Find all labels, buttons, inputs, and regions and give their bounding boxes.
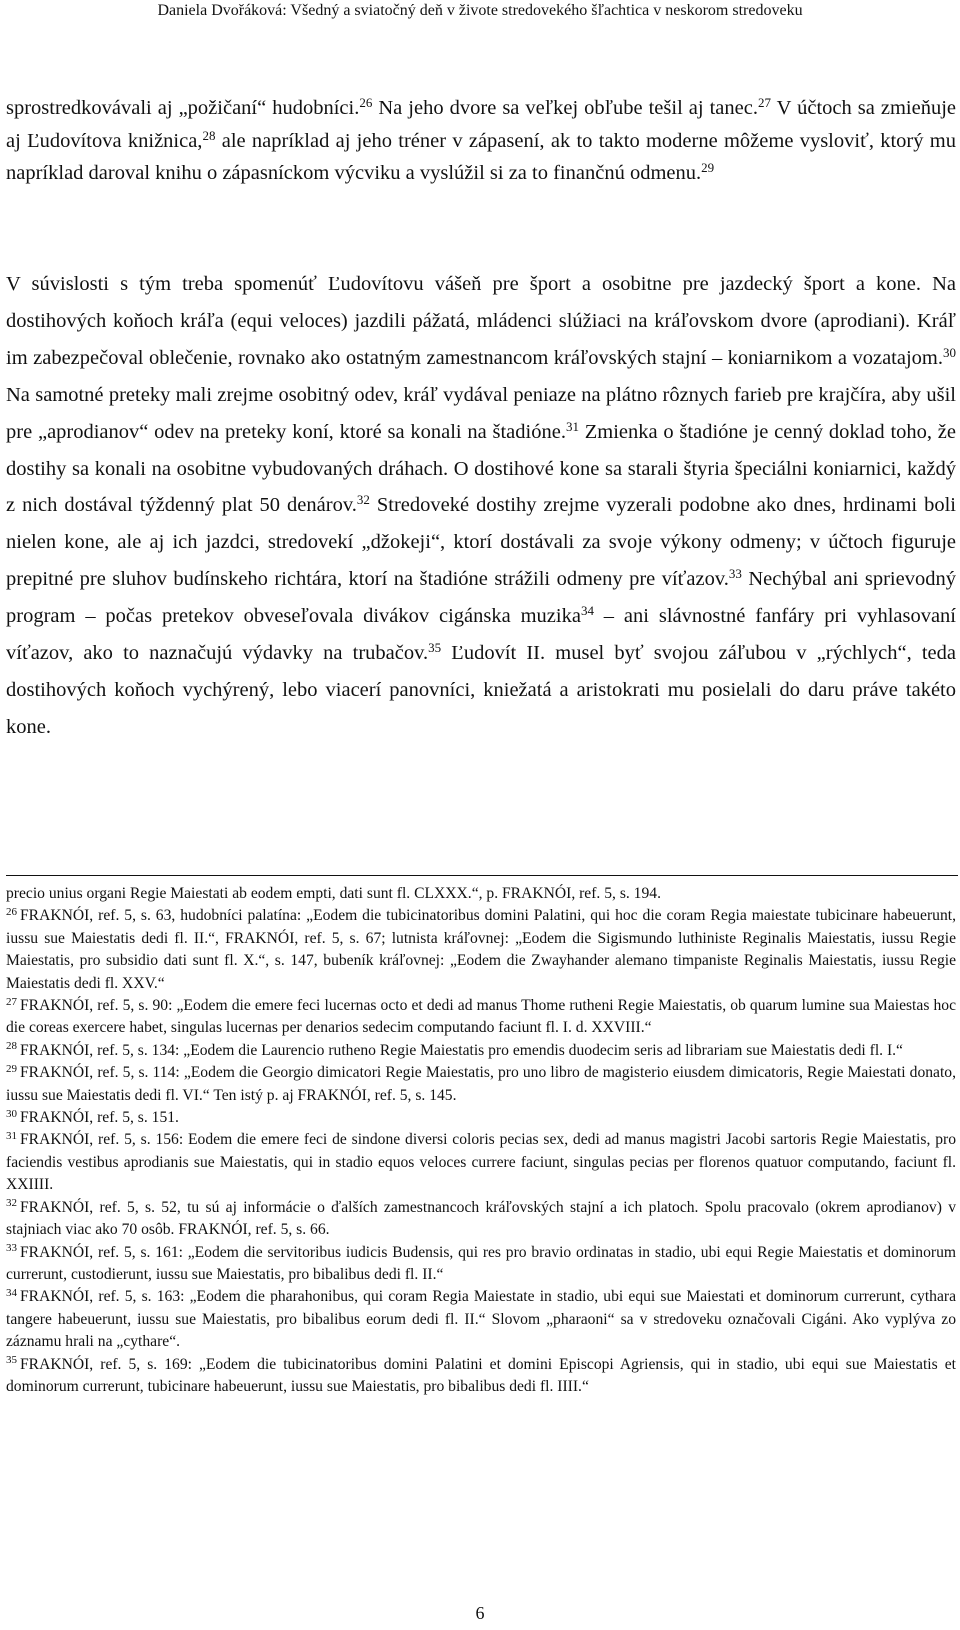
footnote-number: 28	[6, 1040, 17, 1053]
footnote-text: FRAKNÓI, ref. 5, s. 134: „Eodem die Laurencio rutheno Regie Maiestatis pro emendis duodecim seris ad librariam sue Maiestatis dedi fl. I.“	[20, 1041, 903, 1059]
footnote-separator	[6, 875, 958, 876]
footnote-number: 34	[6, 1286, 17, 1299]
footnote-number: 30	[6, 1107, 17, 1120]
footnote-number: 31	[6, 1129, 17, 1142]
footnote-text: FRAKNÓI, ref. 5, s. 90: „Eodem die emere feci lucernas octo et dedi ad manus Thome rutheni Regie Maiestatis, ob quarum lumine sua Maiestas hoc die coreas exercere habet, singulas lucernas per denarios sedecim computando faciunt fl. I. d. XXVIII.“	[6, 997, 956, 1037]
footnote-27	[6, 995, 956, 1040]
footnote-ref-26[interactable]: 26	[359, 94, 373, 110]
footnote-number: 33	[6, 1242, 17, 1254]
footnote-number: 29	[6, 1062, 17, 1075]
footnote-28	[6, 1040, 956, 1062]
footnote-text: FRAKNÓI, ref. 5, s. 52, tu sú aj informácie o ďalších zamestnancoch kráľovských stajní a ich platoch. Spolu pracovalo (okrem aprodianov) v stajniach viac ako 70 osôb. FRAKNÓI, ref. 5, s. 66.	[6, 1198, 956, 1239]
footnote-26	[6, 905, 956, 995]
footnote-text: FRAKNÓI, ref. 5, s. 63, hudobníci palatína: „Eodem die tubicinatoribus domini Palatini, qui hoc die coram Regia maiestate tubicinare habeuerunt, iussu sue Maiestatis dedi fl. II.“, FRAKNÓI, ref. 5, s. 67; lutnista kráľovnej: „Eodem die Sigismundo luthiniste Reginalis Maiestatis, iussu Regie Maiestatis, pro subsidio dati sunt fl. X.“, s. 147, bubeník kráľovnej: „Eodem die Zwayhander alemano timpaniste Reginalis Maiestatis, iussu Regie Maiestatis dedi fl. XXV.“	[6, 907, 956, 992]
text-segment: Stredoveké dostihy zrejme vyzerali podobne ako dnes, hrdinami boli nielen kone, ale aj ich jazdci, stredovekí „džokeji“, ktorí dostávali za svoje výkony odmeny; v účtoch figuruje prepitné pre sluhov budínskeho richtára, ktorí na štadióne strážili odmeny pre víťazov.	[6, 494, 956, 591]
text-segment: Na samotné preteky mali zrejme osobitný odev, kráľ vydával peniaze na plátno rôznych farieb pre krajčíra, aby ušil pre „aprodianov“ odev na preteky koní, ktoré sa konali na štadióne.	[6, 383, 956, 443]
footnote-ref-28[interactable]: 28	[202, 127, 216, 143]
text-segment: sprostredkovávali aj „požičaní“ hudobníci.	[6, 97, 360, 119]
text-segment: Ľudovít II. musel byť svojou záľubou v „rýchlych“, teda dostihových koňoch vychýrený, lebo viacerí panovníci, kniežatá a aristokrati mu posielali do daru práve takéto kone.	[6, 642, 956, 738]
footnote-continuation: precio unius organi Regie Maiestati ab eodem empti, dati sunt fl. CLXXX.“, p. FRAKNÓI, ref. 5, s. 194.	[6, 885, 661, 902]
text-segment: – ani slávnostné fanfáry pri vyhlasovaní víťazov, ako to naznačujú výdavky na trubačov.	[6, 605, 957, 665]
footnote-text: FRAKNÓI, ref. 5, s. 151.	[20, 1109, 179, 1127]
footnote-text: FRAKNÓI, ref. 5, s. 114: „Eodem die Georgio dimicatori Regie Maiestatis, pro uno libro de magisterio eiusdem dimicatoris, Regie Maiestati donato, iussu sue Maiestatis dedi fl. VI.“ Ten istý p. aj FRAKNÓI, ref. 5, s. 145.	[6, 1064, 956, 1104]
footnote-32	[6, 1197, 956, 1242]
footnote-33	[6, 1242, 956, 1287]
footnote-30	[6, 1107, 956, 1129]
page-number: 6	[475, 1603, 485, 1623]
body-paragraph-1	[6, 92, 956, 190]
footnote-number: 26	[6, 905, 17, 918]
footnote-number: 35	[6, 1354, 17, 1367]
footnote-ref-31[interactable]: 31	[565, 418, 579, 434]
footnote-31	[6, 1129, 956, 1196]
footnote-number: 27	[6, 995, 17, 1008]
footnote-ref-33[interactable]: 33	[728, 566, 742, 582]
paragraph-text	[6, 266, 956, 746]
text-segment: ale napríklad aj jeho tréner v zápasení, ak to takto moderne môžeme vysloviť, ktorý mu napríklad daroval knihu o zápasníckom výcviku a vyslúžil si za to finančnú odmenu.	[6, 129, 956, 184]
footnote-ref-34[interactable]: 34	[580, 603, 594, 619]
footnote-text: FRAKNÓI, ref. 5, s. 163: „Eodem die pharahonibus, qui coram Regia Maiestate in stadio, ubi equi sue Maiestati et dominorum currerunt, cythara tangere habeuerunt, iussu sue Maiestatis, pro bibalibus eorum dedi fl. II.“ Slovom „pharaoni“ sa v stredoveku označovali Cigáni. Ako vyplýva zo záznamu hrali na „cythare“.	[6, 1288, 956, 1351]
footnote-text: FRAKNÓI, ref. 5, s. 156: Eodem die emere feci de sindone diversi coloris pecias sex, dedi ad manus magistri Jacobi sartoris Regie Maiestatis, pro faciendis vestibus aprodianis sue Maiestatis, qui in stadio equos veloces currere faciunt, singulas pecias per florenos quatuor computando, faciunt fl. XXIIII.	[6, 1131, 956, 1194]
footnote-number: 32	[6, 1197, 17, 1210]
footnote-ref-27[interactable]: 27	[757, 94, 771, 110]
text-segment: Na jeho dvore sa veľkej obľube tešil aj tanec.	[372, 97, 758, 119]
text-segment: V účtoch sa zmieňuje aj Ľudovítova knižnica,	[6, 97, 956, 152]
footnote-ref-35[interactable]: 35	[428, 639, 442, 655]
footnote-ref-29[interactable]: 29	[701, 159, 715, 175]
footnote-ref-32[interactable]: 32	[356, 492, 370, 508]
running-header: Daniela Dvořáková: Všedný a sviatočný deň v živote stredovekého šľachtica v neskorom stredoveku	[157, 2, 803, 19]
footnote-35	[6, 1354, 956, 1399]
footnotes-section	[6, 883, 956, 1398]
footnote-34	[6, 1286, 956, 1353]
footnote-text: FRAKNÓI, ref. 5, s. 169: „Eodem die tubicinatoribus domini Palatini et domini Episcopi Agriensis, qui in stadio, ubi equi sue Maiestatis et dominorum currerunt, tubicinare habeuerunt, iussu sue Maiestatis, pro bibalibus dedi fl. IIII.“	[6, 1355, 956, 1395]
paragraph-text	[6, 92, 956, 190]
body-paragraph-2	[6, 266, 956, 746]
footnote-29	[6, 1062, 956, 1107]
text-segment: Zmienka o štadióne je cenný doklad toho, že dostihy sa konali na osobitne vybudovaných dráhach. O dostihové kone sa starali štyria špeciálni koniarnici, každý z nich dostával týždenný plat 50 denárov.	[6, 420, 956, 517]
text-segment: Nechýbal ani sprievodný program – počas pretekov obveseľovala divákov cigánska muzika	[6, 568, 956, 628]
text-segment: V súvislosti s tým treba spomenúť Ľudovítovu vášeň pre šport a osobitne pre jazdecký šport a kone. Na dostihových koňoch kráľa (equi veloces) jazdili pážatá, mládenci slúžiaci na kráľovskom dvore (aprodiani). Kráľ im zabezpečoval oblečenie, rovnako ako ostatným zamestnancom kráľovských stajní – koniarnikom a vozatajom.	[6, 273, 956, 369]
footnote-ref-30[interactable]: 30	[943, 344, 956, 360]
footnote-text: FRAKNÓI, ref. 5, s. 161: „Eodem die servitoribus iudicis Budensis, qui res pro bravio ordinatas in stadio, ubi equi Regie Maiestatis et dominorum currerunt, custodierunt, iussu sue Maiestatis, pro bibalibus dedi fl. II.“	[6, 1243, 956, 1283]
